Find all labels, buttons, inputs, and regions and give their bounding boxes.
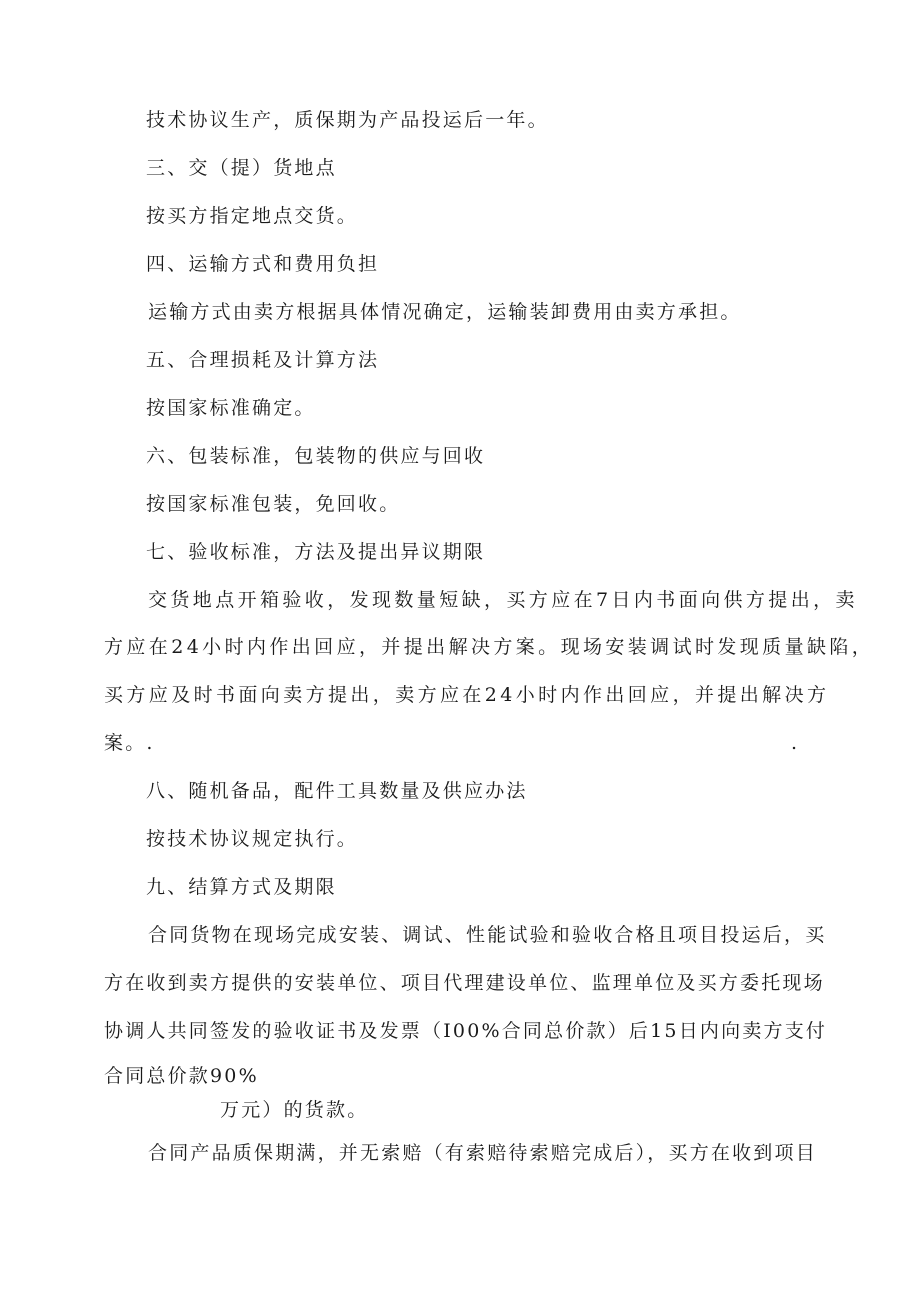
text-line-delivery-place: 按买方指定地点交货。 bbox=[146, 205, 359, 227]
text-line-settlement-1: 合同货物在现场完成安装、调试、性能试验和验收合格且项目投运后，买 bbox=[148, 924, 827, 946]
section-heading-settlement: 九、结算方式及期限 bbox=[146, 876, 337, 898]
section-heading-packaging: 六、包装标准，包装物的供应与回收 bbox=[146, 445, 486, 467]
text-line-acceptance-1: 交货地点开箱验收，发现数量短缺，买方应在7日内书面向供方提出，卖 bbox=[148, 589, 858, 611]
text-line-settlement-3: 协调人共同签发的验收证书及发票（I00%合同总价款）后15日内向卖方支付 bbox=[104, 1020, 828, 1042]
text-line-packaging: 按国家标准包装，免回收。 bbox=[146, 493, 401, 515]
section-heading-transport: 四、运输方式和费用负担 bbox=[146, 253, 380, 275]
trailing-dot: . bbox=[791, 732, 798, 754]
text-line-acceptance-2: 方应在24小时内作出回应，并提出解决方案。现场安装调试时发现质量缺陷， bbox=[104, 636, 875, 658]
section-heading-loss: 五、合理损耗及计算方法 bbox=[146, 349, 380, 371]
text-line-settlement-4: 合同总价款90% bbox=[104, 1065, 259, 1087]
text-line-spare-parts: 按技术协议规定执行。 bbox=[146, 828, 359, 850]
text-line-settlement-2: 方在收到卖方提供的安装单位、项目代理建设单位、监理单位及买方委托现场 bbox=[104, 972, 825, 994]
text-line-acceptance-4: 案。. bbox=[104, 732, 155, 754]
text-line-acceptance-3: 买方应及时书面向卖方提出，卖方应在24小时内作出回应，并提出解决方 bbox=[104, 684, 830, 706]
text-line-settlement-5: 万元）的货款。 bbox=[220, 1099, 369, 1121]
text-line-loss: 按国家标准确定。 bbox=[146, 397, 316, 419]
text-line-transport: 运输方式由卖方根据具体情况确定，运输装卸费用由卖方承担。 bbox=[148, 301, 742, 323]
section-heading-acceptance: 七、验收标准，方法及提出异议期限 bbox=[146, 541, 486, 563]
section-heading-delivery-place: 三、交（提）货地点 bbox=[146, 157, 337, 179]
text-line-warranty-payment: 合同产品质保期满，并无索赔（有索赔待索赔完成后），买方在收到项目 bbox=[148, 1142, 817, 1164]
text-line-quality-period: 技术协议生产，质保期为产品投运后一年。 bbox=[146, 109, 549, 131]
section-heading-spare-parts: 八、随机备品，配件工具数量及供应办法 bbox=[146, 780, 528, 802]
